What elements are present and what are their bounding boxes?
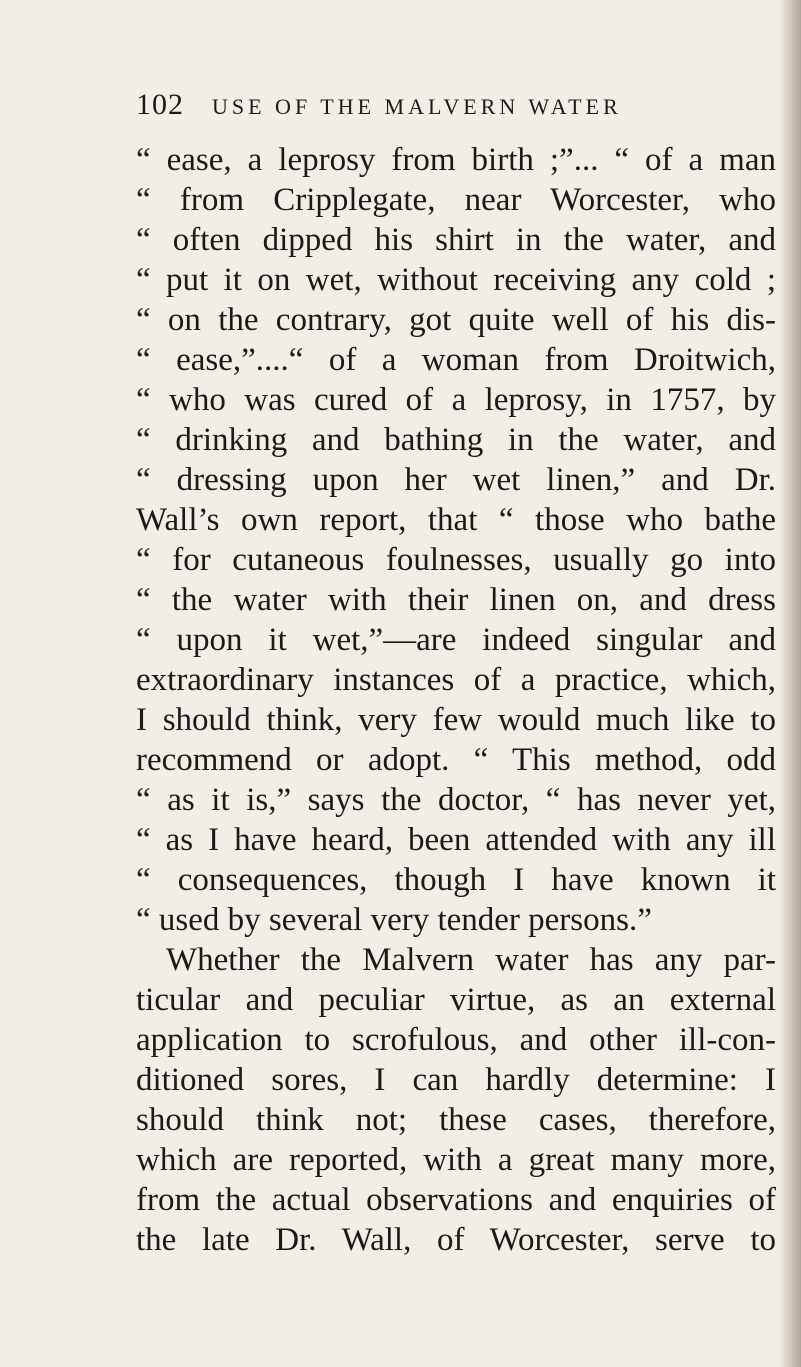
text-line: “ often dipped his shirt in the water, and (136, 222, 776, 258)
text-line: which are reported, with a great many more, (136, 1142, 776, 1178)
running-head: USE OF THE MALVERN WATER (212, 94, 622, 119)
paragraph-start-line: Whether the Malvern water has any par- (166, 942, 776, 978)
text-line: “ upon it wet,”—are indeed singular and (136, 622, 776, 658)
text-line: I should think, very few would much like to (136, 702, 776, 738)
page-edge-shadow (779, 0, 801, 1367)
text-line: “ the water with their linen on, and dress (136, 582, 776, 618)
text-line: “ from Cripplegate, near Worcester, who (136, 182, 776, 218)
text-line: “ put it on wet, without receiving any cold ; (136, 262, 776, 298)
text-line: “ ease, a leprosy from birth ;”... “ of a man (136, 142, 776, 178)
text-line: “ for cutaneous foulnesses, usually go into (136, 542, 776, 578)
text-line: from the actual observations and enquiries of (136, 1182, 776, 1218)
text-line: recommend or adopt. “ This method, odd (136, 742, 776, 778)
text-line: “ on the contrary, got quite well of his dis- (136, 302, 776, 338)
text-line: application to scrofulous, and other ill-con- (136, 1022, 776, 1058)
text-line: “ as I have heard, been attended with any ill (136, 822, 776, 858)
text-line: “ as it is,” says the doctor, “ has never yet, (136, 782, 776, 818)
text-line: Wall’s own report, that “ those who bathe (136, 502, 776, 538)
text-line: “ consequences, though I have known it (136, 862, 776, 898)
text-line: “ ease,”....“ of a woman from Droitwich, (136, 342, 776, 378)
text-line: “ dressing upon her wet linen,” and Dr. (136, 462, 776, 498)
body-text (136, 140, 776, 1260)
text-line: ditioned sores, I can hardly determine: I (136, 1062, 776, 1098)
text-line: the late Dr. Wall, of Worcester, serve to (136, 1222, 776, 1258)
text-line: “ used by several very tender persons.” (136, 902, 652, 938)
text-line: should think not; these cases, therefore, (136, 1102, 776, 1138)
text-line: “ drinking and bathing in the water, and (136, 422, 776, 458)
text-line: extraordinary instances of a practice, which, (136, 662, 776, 698)
text-line: ticular and peculiar virtue, as an external (136, 982, 776, 1018)
page-number: 102 (136, 88, 184, 121)
page-header (136, 88, 696, 128)
text-line: “ who was cured of a leprosy, in 1757, by (136, 382, 776, 418)
